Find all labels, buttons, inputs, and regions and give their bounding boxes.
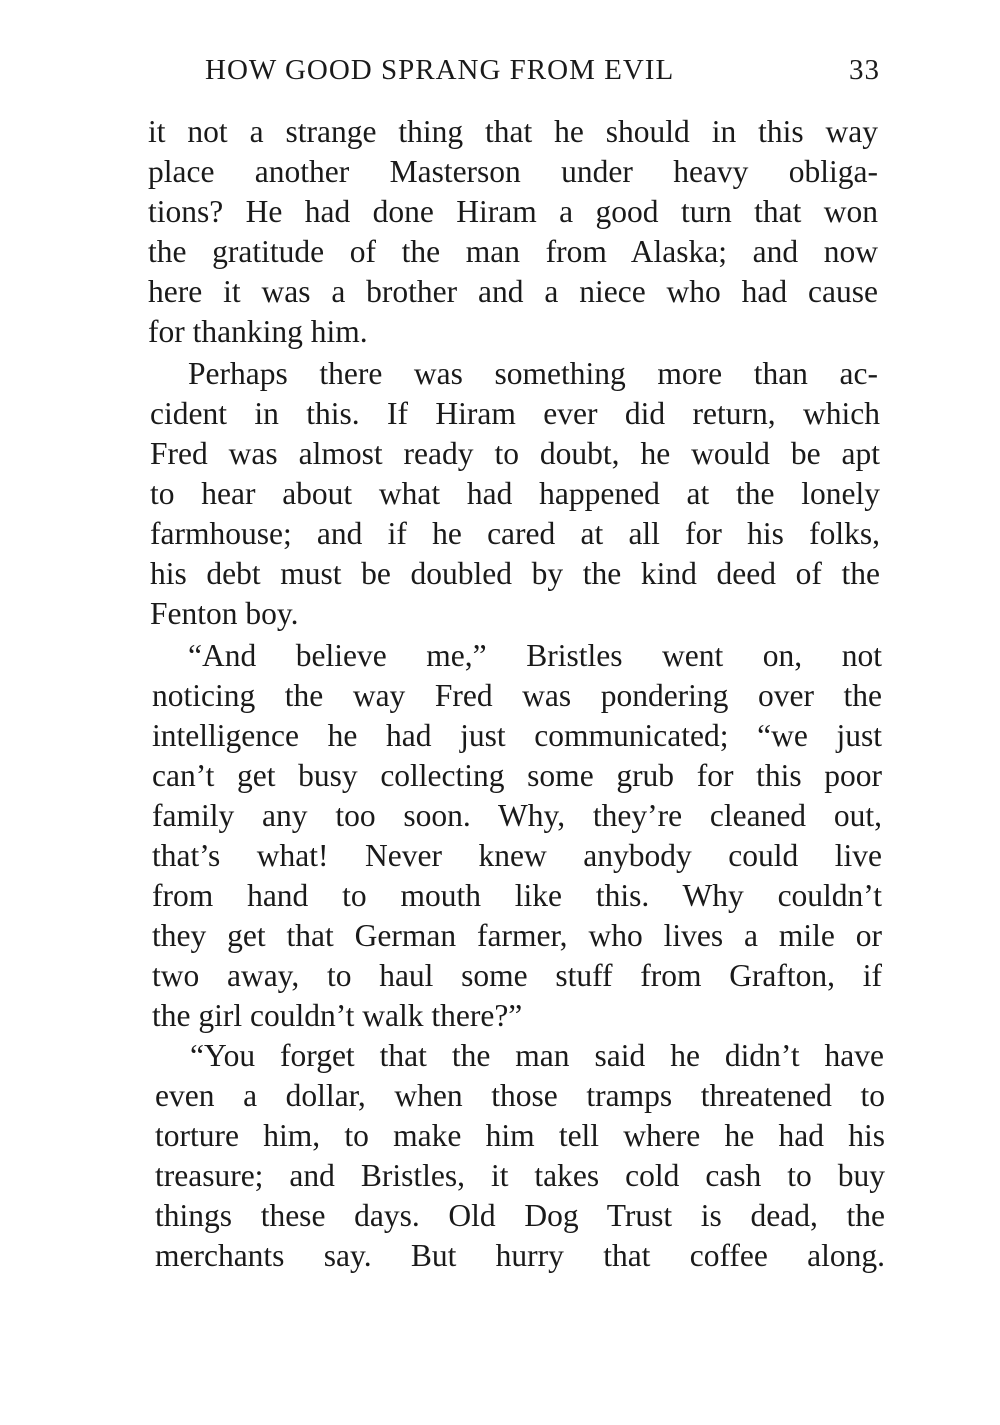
body-line: that’s what! Never knew anybody could live xyxy=(152,838,882,873)
body-line: even a dollar, when those tramps threatened to xyxy=(155,1078,885,1113)
body-line: cident in this. If Hiram ever did return, which xyxy=(150,396,880,431)
body-line: “And believe me,” Bristles went on, not xyxy=(188,638,882,673)
body-line: place another Masterson under heavy obliga- xyxy=(148,154,878,189)
body-line: things these days. Old Dog Trust is dead, the xyxy=(155,1198,885,1233)
body-line: farmhouse; and if he cared at all for his folks, xyxy=(150,516,880,551)
running-title: HOW GOOD SPRANG FROM EVIL xyxy=(205,54,675,86)
page-number: 33 xyxy=(849,54,880,86)
body-line: tions? He had done Hiram a good turn that won xyxy=(148,194,878,229)
body-line: intelligence he had just communicated; “we just xyxy=(152,718,882,753)
body-line: the gratitude of the man from Alaska; and now xyxy=(148,234,878,269)
body-line: from hand to mouth like this. Why couldn’t xyxy=(152,878,882,913)
body-line: Perhaps there was something more than ac- xyxy=(188,356,878,391)
body-line: they get that German farmer, who lives a mile or xyxy=(152,918,882,953)
body-line: noticing the way Fred was pondering over the xyxy=(152,678,882,713)
body-line: treasure; and Bristles, it takes cold cash to buy xyxy=(155,1158,885,1193)
body-line: it not a strange thing that he should in this way xyxy=(148,114,878,149)
body-line: the girl couldn’t walk there?” xyxy=(152,998,523,1033)
body-line: family any too soon. Why, they’re cleaned out, xyxy=(152,798,882,833)
body-line: Fred was almost ready to doubt, he would be apt xyxy=(150,436,880,471)
body-line: two away, to haul some stuff from Grafton, if xyxy=(152,958,882,993)
running-head xyxy=(205,50,880,90)
body-line: here it was a brother and a niece who had cause xyxy=(148,274,878,309)
body-line: for thanking him. xyxy=(148,314,368,349)
body-line: to hear about what had happened at the lonely xyxy=(150,476,880,511)
body-line: merchants say. But hurry that coffee along. xyxy=(155,1238,885,1273)
body-line: “You forget that the man said he didn’t have xyxy=(190,1038,884,1073)
body-line: Fenton boy. xyxy=(150,596,299,631)
body-line: torture him, to make him tell where he had his xyxy=(155,1118,885,1153)
body-line: his debt must be doubled by the kind deed of the xyxy=(150,556,880,591)
body-line: can’t get busy collecting some grub for this poor xyxy=(152,758,882,793)
